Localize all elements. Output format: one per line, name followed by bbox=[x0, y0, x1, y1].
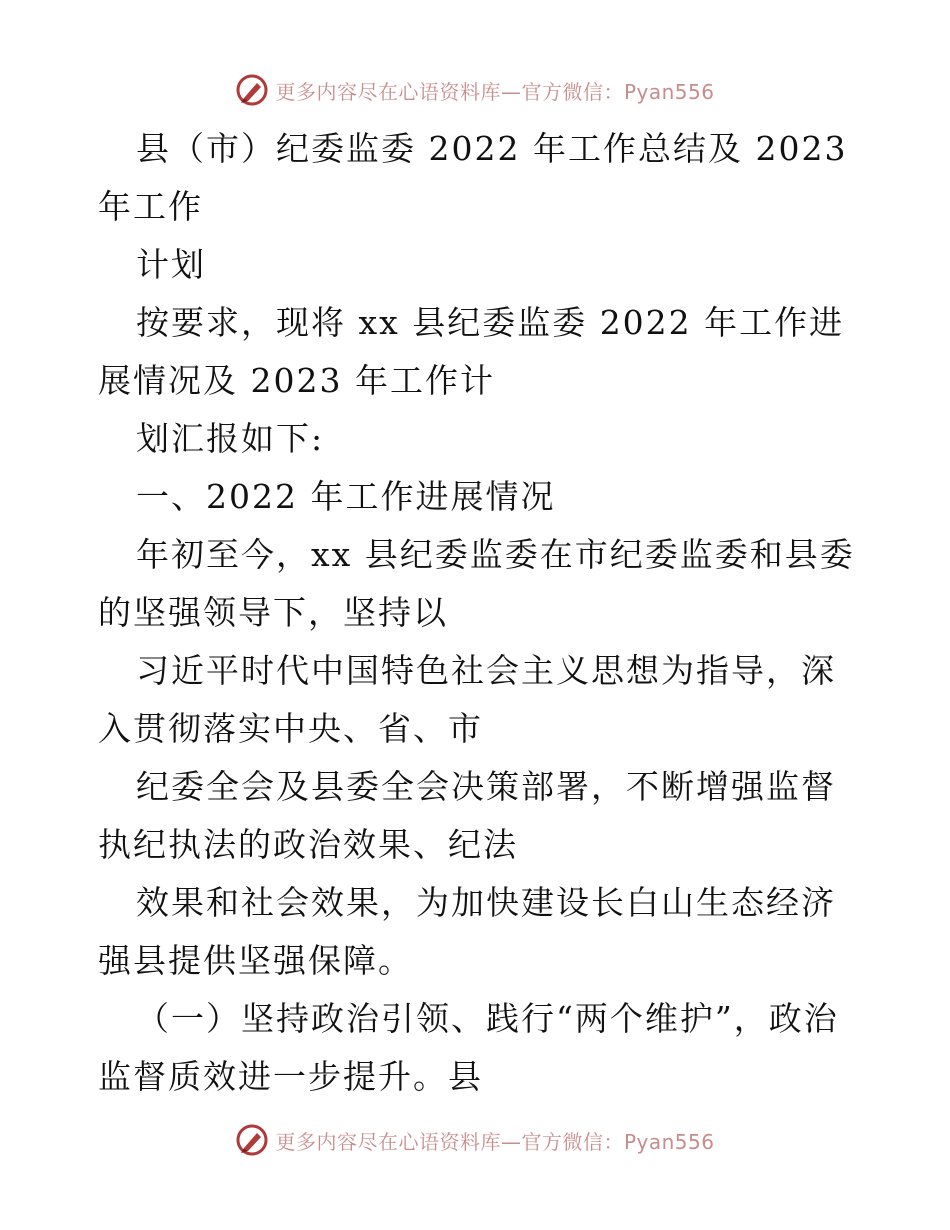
doc-paragraph-3: 按要求，现将 xx 县纪委监委 2022 年工作进展情况及 2023 年工作计 bbox=[98, 303, 845, 400]
footer-watermark bbox=[0, 1120, 950, 1160]
doc-paragraph-5: 一、2022 年工作进展情况 bbox=[136, 477, 556, 516]
doc-paragraph-1: 县（市）纪委监委 2022 年工作总结及 2023 年工作 bbox=[98, 129, 848, 226]
header-watermark bbox=[0, 70, 950, 110]
watermark-text: 更多内容尽在心语资料库—官方微信：Pyan556 bbox=[275, 79, 715, 104]
watermark-text: 更多内容尽在心语资料库—官方微信：Pyan556 bbox=[275, 1129, 715, 1154]
doc-paragraph-10: （一）坚持政治引领、践行“两个维护”，政治监督质效进一步提升。县 bbox=[98, 999, 839, 1096]
doc-paragraph-8: 纪委全会及县委全会决策部署，不断增强监督执纪执法的政治效果、纪法 bbox=[98, 767, 836, 864]
doc-paragraph-6: 年初至今，xx 县纪委监委在市纪委监委和县委的坚强领导下，坚持以 bbox=[98, 535, 855, 632]
doc-paragraph-7: 习近平时代中国特色社会主义思想为指导，深入贯彻落实中央、省、市 bbox=[98, 651, 836, 748]
doc-paragraph-4: 划汇报如下: bbox=[136, 419, 325, 458]
doc-paragraph-9: 效果和社会效果，为加快建设长白山生态经济强县提供坚强保障。 bbox=[98, 883, 836, 980]
document-body bbox=[98, 120, 858, 1106]
pen-logo-icon bbox=[235, 1123, 269, 1157]
doc-paragraph-2: 计划 bbox=[136, 245, 206, 284]
pen-logo-icon bbox=[235, 73, 269, 107]
